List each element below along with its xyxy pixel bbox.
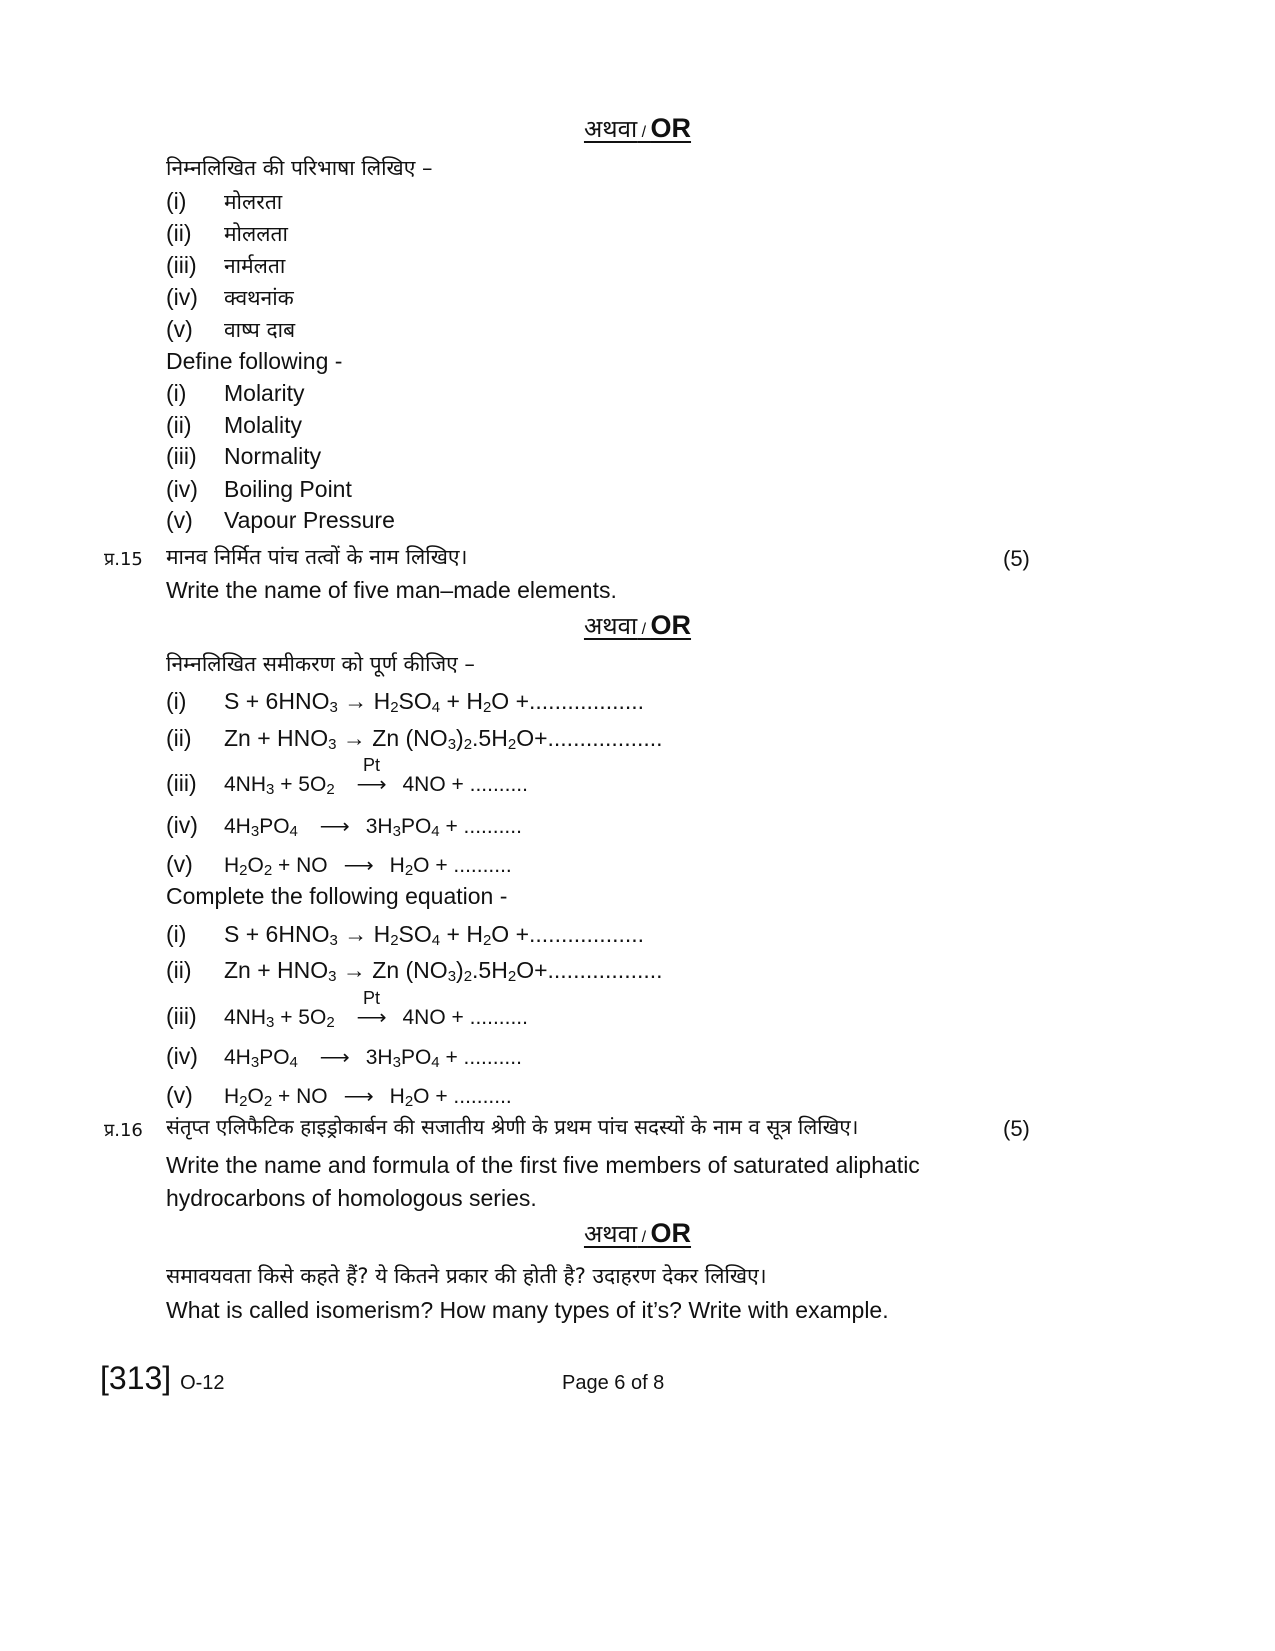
list-item: (i) Molarity bbox=[166, 380, 305, 406]
list-item: (ii) मोललता bbox=[166, 220, 288, 246]
question-text-english: Write the name of five man–made elements. bbox=[166, 577, 617, 603]
equation: (v) $H_2O_2$ + NO ⟶ $H_2O$ + .......... bbox=[166, 1082, 512, 1110]
list-item: (iv) Boiling Point bbox=[166, 476, 352, 502]
equation: (ii) $Zn + HNO_3 \to Zn$ $(NO_3)_2.5H_2O+$.................. bbox=[166, 957, 663, 985]
or-heading: अथवा / OR bbox=[583, 610, 692, 640]
equation: (i) $S + 6HNO_3 \to H_2SO_4 + H_2O$ +.................. bbox=[166, 688, 645, 716]
question-text-hindi: संतृप्त एलिफैटिक हाइड्रोकार्बन की सजातीय श्रेणी के प्रथम पांच सदस्यों के नाम व सूत्र लिखिए। bbox=[166, 1115, 859, 1139]
paper-code: [313] O-12 bbox=[100, 1360, 225, 1396]
equations-intro-hindi: निम्नलिखित समीकरण को पूर्ण कीजिए – bbox=[166, 652, 475, 676]
isomerism-question-english: What is called isomerism? How many types of it’s? Write with example. bbox=[166, 1297, 889, 1323]
question-text-hindi: मानव निर्मित पांच तत्वों के नाम लिखिए। bbox=[166, 545, 468, 569]
list-item: (iii) Normality bbox=[166, 443, 322, 469]
equation: (iii) $4NH_3 + 5O_2$ Pt ⟶ 4NO + .......... bbox=[166, 988, 528, 1031]
equation: (ii) $Zn + HNO_3 \to Zn$ $(NO_3)_2.5H_2O+$.................. bbox=[166, 725, 663, 753]
list-item: (iii) नार्मलता bbox=[166, 252, 286, 278]
question-text-english: Write the name and formula of the first five members of saturated aliphatic bbox=[166, 1152, 920, 1178]
isomerism-question-hindi: समावयवता किसे कहते हैं? ये कितने प्रकार की होती है? उदाहरण देकर लिखिए। bbox=[166, 1264, 767, 1288]
or-heading: अथवा / OR bbox=[583, 1218, 692, 1248]
equation: (i) $S + 6HNO_3 \to H_2SO_4 + H_2O$ +.................. bbox=[166, 921, 645, 949]
definitions-intro-hindi: निम्नलिखित की परिभाषा लिखिए – bbox=[166, 156, 433, 180]
equations-intro-english: Complete the following equation - bbox=[166, 883, 508, 909]
or-heading: अथवा / OR bbox=[583, 113, 692, 143]
list-item: (v) Vapour Pressure bbox=[166, 507, 395, 533]
list-item: (ii) Molality bbox=[166, 412, 302, 438]
list-item: (i) मोलरता bbox=[166, 188, 283, 214]
definitions-intro-english: Define following - bbox=[166, 348, 343, 374]
marks: (5) bbox=[1003, 1116, 1030, 1141]
question-number: प्र.16 bbox=[104, 1120, 143, 1141]
equation: (v) $H_2O_2$ + NO ⟶ $H_2O$ + .......... bbox=[166, 851, 512, 879]
list-item: (v) वाष्प दाब bbox=[166, 316, 296, 342]
equation: (iv) $4H_3PO_4$ ⟶ $3H_3PO_4$ + .......... bbox=[166, 812, 522, 840]
question-number: प्र.15 bbox=[104, 549, 143, 570]
marks: (5) bbox=[1003, 546, 1030, 571]
equation: (iii) $4NH_3 + 5O_2$ Pt ⟶ 4NO + .......... bbox=[166, 755, 528, 798]
question-text-english: hydrocarbons of homologous series. bbox=[166, 1185, 537, 1211]
list-item: (iv) क्वथनांक bbox=[166, 284, 294, 310]
equation: (iv) $4H_3PO_4$ ⟶ $3H_3PO_4$ + .......... bbox=[166, 1043, 522, 1071]
page-number: Page 6 of 8 bbox=[562, 1372, 665, 1394]
